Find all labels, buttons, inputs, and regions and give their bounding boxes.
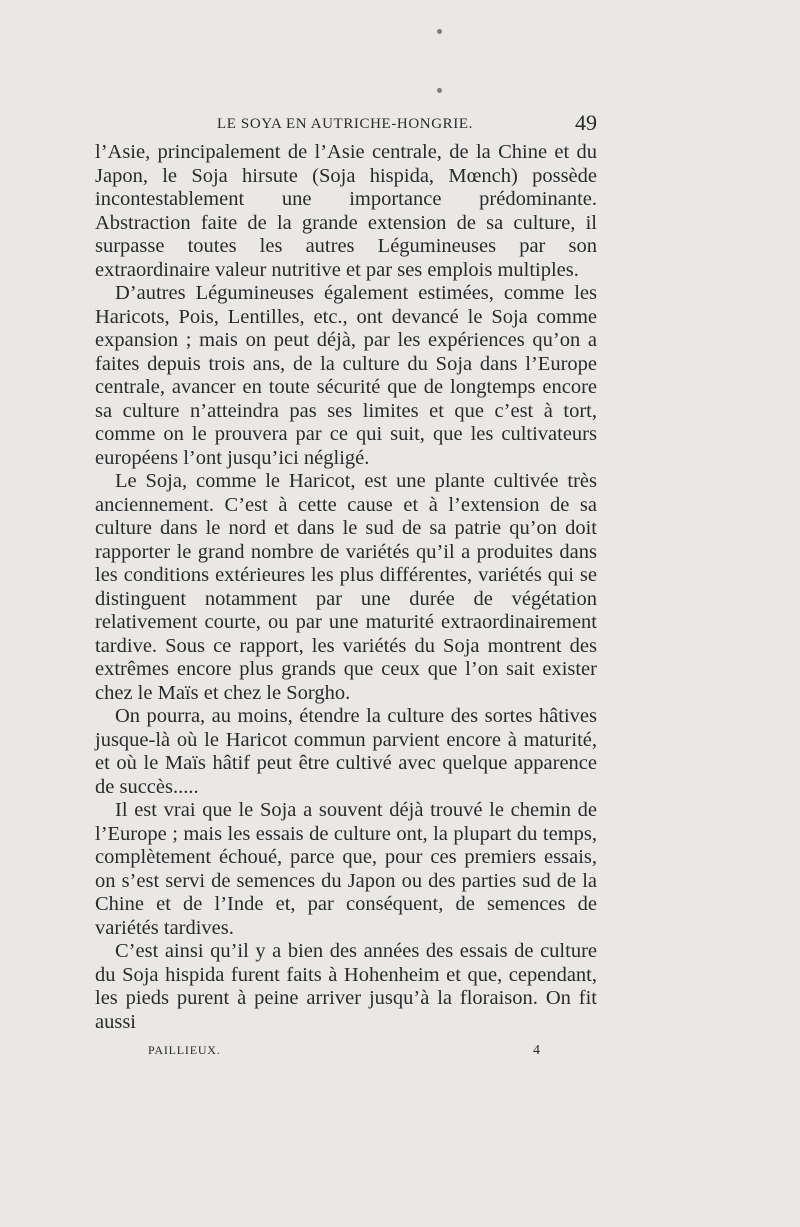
running-header bbox=[95, 110, 597, 138]
body-text bbox=[95, 141, 597, 1034]
paragraph: D’autres Légumineuses également estimées, comme les Haricots, Pois, Lentilles, etc., ont devancé le Soja comme expansion ; mais on peut déjà, par les expériences qu’on a faites depuis trois ans, de la culture du Soja dans l’Europe centrale, avancer en toute sécurité que de longtemps encore sa culture n’atteindra pas ses limites et que c’est à tort, comme on le prouvera par ce qui suit, que les cultivateurs européens l’ont jusqu’ici négligé. bbox=[95, 282, 597, 469]
paragraph: l’Asie, principalement de l’Asie centrale, de la Chine et du Japon, le Soja hirsute (Soja hispida, Mœnch) possède incontestablement une importance prédominante. Abstraction faite de la grande extension de sa culture, il surpasse toutes les autres Légumineuses par son extraordinaire valeur nutritive et par ses emplois multiples. bbox=[95, 141, 597, 281]
paper-speck bbox=[437, 88, 442, 93]
signature-mark: PAILLIEUX. bbox=[148, 1043, 221, 1057]
paper-speck bbox=[437, 29, 442, 34]
paragraph: Il est vrai que le Soja a souvent déjà trouvé le chemin de l’Europe ; mais les essais de culture ont, la plupart du temps, complètement échoué, parce que, pour ces premiers essais, on s’est servi de semences du Japon ou des parties sud de la Chine et de l’Inde et, par conséquent, de semences de variétés tardives. bbox=[95, 799, 597, 939]
paragraph: On pourra, au moins, étendre la culture des sortes hâtives jusque-là où le Haricot commun parvient encore à maturité, et où le Maïs hâtif peut être cultivé avec quelque apparence de succès..... bbox=[95, 705, 597, 798]
paragraph: C’est ainsi qu’il y a bien des années des essais de culture du Soja hispida furent faits à Hohenheim et que, cependant, les pieds purent à peine arriver jusqu’à la floraison. On fit aussi bbox=[95, 940, 597, 1033]
paragraph: Le Soja, comme le Haricot, est une plante cultivée très anciennement. C’est à cette cause et à l’extension de sa culture dans le nord et dans le sud de sa patrie qu’on doit rapporter le grand nombre de variétés qu’il a produites dans les conditions extérieures les plus différentes, variétés qui se distinguent notamment par une durée de végétation relativement courte, ou par une maturité extraordinairement tardive. Sous ce rapport, les variétés du Soja montrent des extrêmes encore plus grands que ceux que l’on sait exister chez le Maïs et chez le Sorgho. bbox=[95, 470, 597, 704]
page-number: 49 bbox=[575, 110, 597, 135]
signature-number: 4 bbox=[533, 1043, 540, 1058]
running-title: LE SOYA EN AUTRICHE-HONGRIE. bbox=[217, 116, 473, 132]
